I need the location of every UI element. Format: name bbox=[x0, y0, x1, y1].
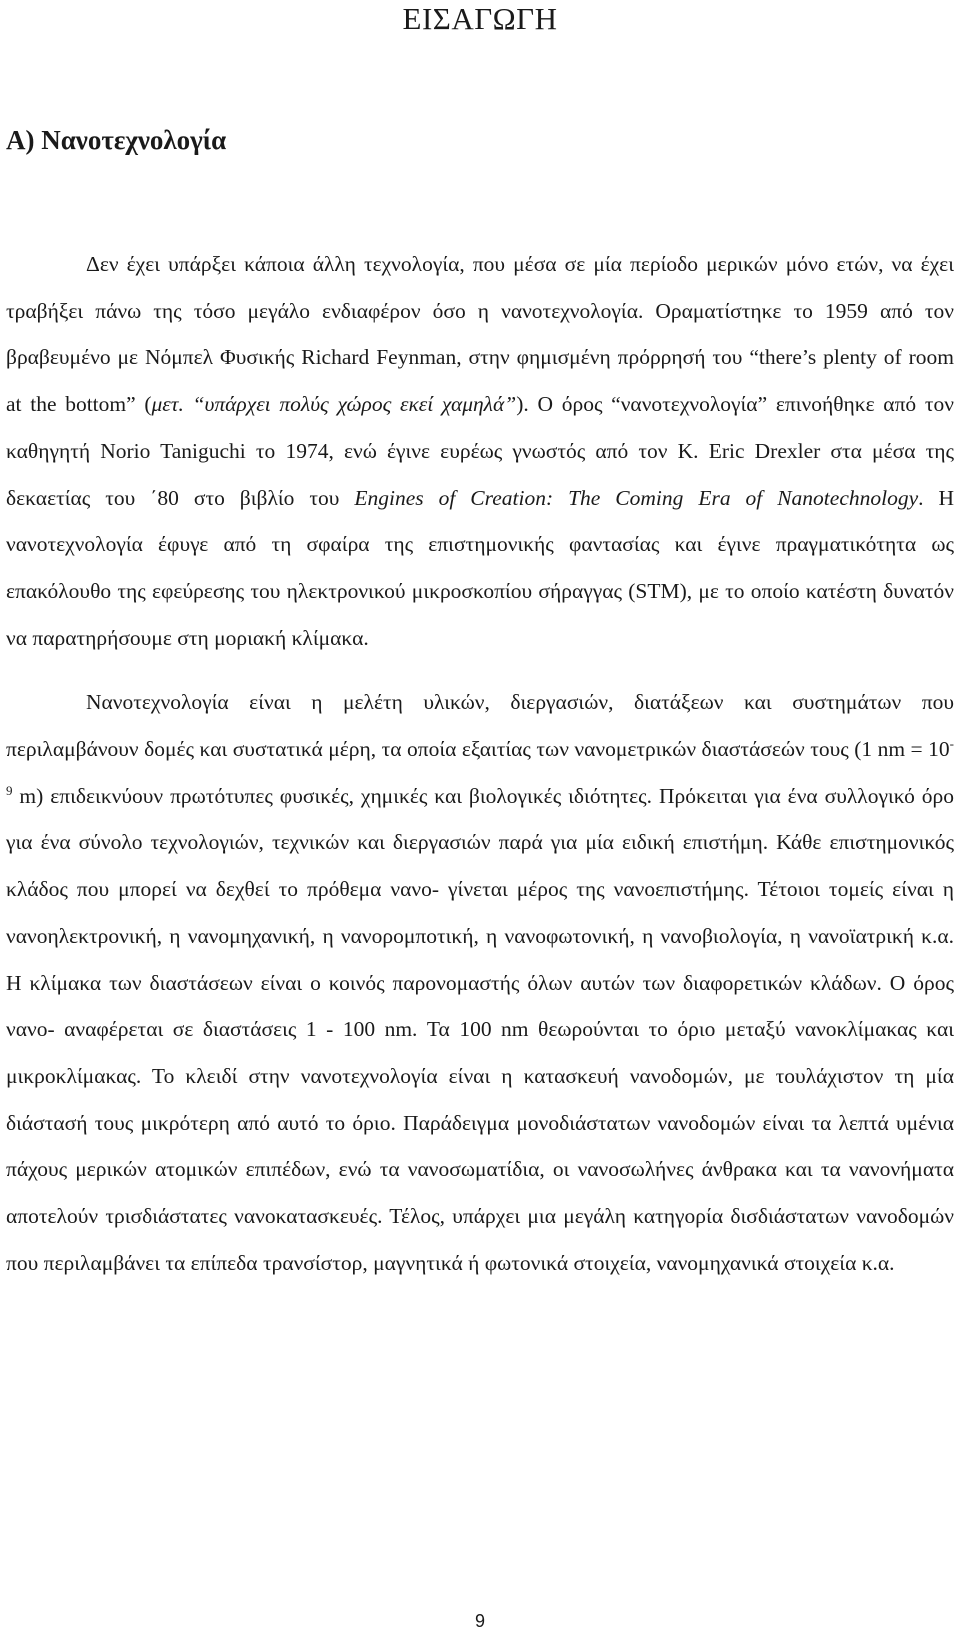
section-heading: Α) Νανοτεχνολογία bbox=[6, 125, 227, 155]
paragraph-1-text-a: Δεν έχει υπάρξει κάποια άλλη τεχνολογία, που μέσα σε μία περίοδο μερικών μόνο ετών, να έχει τραβήξει πάνω της τόσο μεγάλο ενδιαφέρον όσο η νανοτεχνολογία. Οραματίστηκε το 1959 από τον βραβευμένο με Νόμπελ Φυσικής Richard Feynman, στην φημισμένη πρόρρησή του “there’s plenty of room at the bottom” ( bbox=[6, 252, 954, 417]
chapter-title: ΕΙΣΑΓΩΓΗ bbox=[402, 1, 558, 36]
paragraph-2-text-a: Νανοτεχνολογία είναι η μελέτη υλικών, διεργασιών, διατάξεων και συστημάτων που περιλαμβάνουν δομές και συστατικά μέρη, τα οποία εξαιτίας των νανομετρικών διαστάσεών τους (1 nm = 10 bbox=[6, 690, 954, 762]
body-paragraph-1 bbox=[6, 241, 954, 661]
exponent-superscript: -9 bbox=[6, 735, 954, 798]
paragraph-2-text-b: m) επιδεικνύουν πρωτότυπες φυσικές, χημικές και βιολογικές ιδιότητες. Πρόκειται για ένα συλλογικό όρο για ένα σύνολο τεχνολογιών, τεχνικών και διεργασιών παρά για μία ειδική επιστήμη. Κάθε επιστημονικός κλάδος που μπορεί να δεχθεί το πρόθεμα νανο- γίνεται μέρος της νανοεπιστήμης. Τέτοιοι τομείς είναι η νανοηλεκτρονική, η νανομηχανική, η νανορομποτική, η νανοφωτονική, η νανοβιολογία, η νανοϊατρική κ.α. Η κλίμακα των διαστάσεων είναι ο κοινός παρονομαστής όλων αυτών των διαφορετικών κλάδων. Ο όρος νανο- αναφέρεται σε διαστάσεις 1 - 100 nm. Τα 100 nm θεωρούνται το όριο μεταξύ νανοκλίμακας και μικροκλίμακας. Το κλειδί στην νανοτεχνολογία είναι η κατασκευή νανοδομών, με τουλάχιστον τη μία διάστασή τους μικρότερη από αυτό το όριο. Παράδειγμα μονοδιάστατων νανοδομών είναι τα λεπτά υμένια πάχους μερικών ατομικών επιπέδων, ενώ τα νανοσωματίδια, οι νανοσωλήνες άνθρακα και τα νανονήματα αποτελούν τρισδιάστατες νανοκατασκευές. Τέλος, υπάρχει μια μεγάλη κατηγορία δισδιάστατων νανοδομών που περιλαμβάνει τα επίπεδα τρανσίστορ, μαγνητικά ή φωτονικά στοιχεία, νανομηχανικά στοιχεία κ.α. bbox=[6, 783, 954, 1275]
translation-italic: μετ. “υπάρχει πολύς χώρος εκεί χαμηλά” bbox=[151, 392, 517, 417]
paragraph-1-text-b: ). Ο όρος “νανοτεχνολογία” επινοήθηκε από τον καθηγητή Norio Taniguchi το 1974, ενώ έγινε ευρέως γνωστός από τον K. Eric Drexler στα μέσα της δεκαετίας του ΄80 στο βιβλίο του bbox=[6, 392, 954, 510]
document-page bbox=[6, 0, 954, 1286]
body-paragraph-2 bbox=[6, 679, 954, 1286]
paragraph-1-text-c: . Η νανοτεχνολογία έφυγε από τη σφαίρα της επιστημονικής φαντασίας και έγινε πραγματικότητα ως επακόλουθο της εφεύρεσης του ηλεκτρονικού μικροσκοπίου σήραγγας (STM), με το οποίο κατέστη δυνατόν να παρατηρήσουμε στη μοριακή κλίμακα. bbox=[6, 485, 955, 650]
page-number: 9 bbox=[474, 1611, 485, 1631]
book-title-italic: Engines of Creation: The Coming Era of Nanotechnology bbox=[354, 485, 919, 510]
